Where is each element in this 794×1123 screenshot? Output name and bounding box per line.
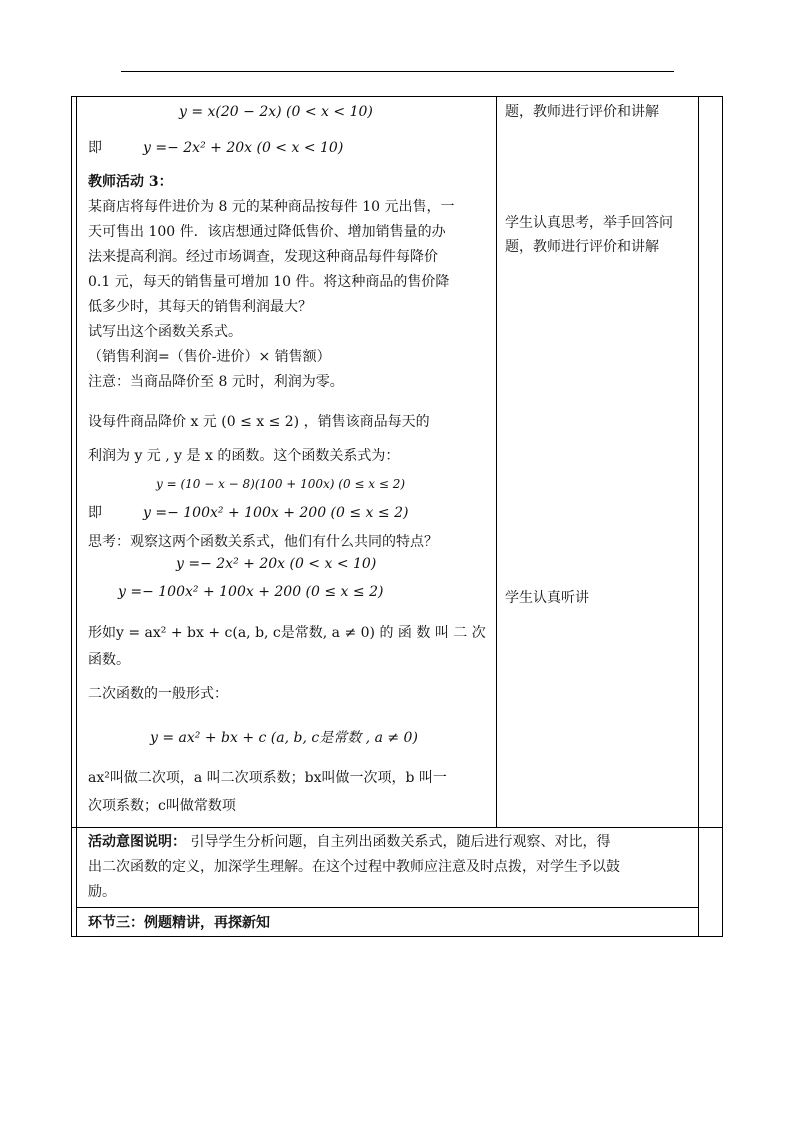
section-3-heading: 环节三：例题精讲，再探新知 bbox=[88, 915, 270, 931]
student-response-2b: 题，教师进行评价和讲解 bbox=[505, 239, 659, 255]
intent-text-3: 励。 bbox=[88, 884, 116, 900]
table-border-left bbox=[71, 96, 72, 937]
teacher-activity-cell bbox=[88, 100, 493, 820]
table-border-top bbox=[71, 96, 723, 97]
table-border-bottom bbox=[71, 936, 723, 937]
setup-line-1: 设每件商品降价 x 元 (0 ≤ x ≤ 2) ，销售该商品每天的 bbox=[88, 414, 430, 430]
activity-intent-cell bbox=[88, 832, 698, 907]
note-line: 注意：当商品降价至 8 元时，利润为零。 bbox=[88, 374, 344, 390]
terms-line-1: ax²叫做二次项，a 叫二次项系数；bx叫做一次项，b 叫一 bbox=[88, 770, 447, 786]
equation-1: y = x(20 − 2x) (0 < x < 10) bbox=[179, 104, 373, 120]
think-question: 思考：观察这两个函数关系式，他们有什么共同的特点？ bbox=[88, 534, 438, 550]
problem-line-5: 低多少时，其每天的销售利润最大？ bbox=[88, 299, 312, 315]
student-response-3: 学生认真听讲 bbox=[505, 590, 589, 606]
ji-label-1: 即 bbox=[88, 140, 102, 156]
table-inner-left bbox=[76, 96, 77, 828]
equation-2: y =− 2x² + 20x (0 < x < 10) bbox=[143, 140, 344, 156]
setup-line-2: 利润为 y 元 , y 是 x 的函数。这个函数关系式为： bbox=[88, 448, 400, 464]
intent-right-edge bbox=[698, 827, 699, 937]
student-activity-cell bbox=[505, 100, 695, 820]
section-3-cell bbox=[88, 913, 698, 933]
intent-text-2: 出二次函数的定义，加深学生理解。在这个过程中教师应注意及时点拨，对学生予以鼓 bbox=[88, 859, 620, 875]
row-separator-1 bbox=[71, 827, 723, 828]
equation-general: y = ax² + bx + c (a, b, c是常数 , a ≠ 0) bbox=[150, 730, 418, 746]
problem-line-3: 法来提高利润。经过市场调查，发现这种商品每件每降价 bbox=[88, 249, 438, 265]
ji-label-2: 即 bbox=[88, 505, 102, 521]
student-response-2a: 学生认真思考，举手回答问 bbox=[505, 215, 673, 231]
equation-5: y =− 2x² + 20x (0 < x < 10) bbox=[176, 556, 377, 572]
row-separator-2 bbox=[76, 907, 699, 908]
equation-6: y =− 100x² + 100x + 200 (0 ≤ x ≤ 2) bbox=[118, 584, 384, 600]
column-divider bbox=[496, 96, 497, 828]
activity-3-heading: 教师活动 3： bbox=[88, 174, 173, 190]
terms-line-2: 次项系数；c叫做常数项 bbox=[88, 798, 236, 814]
problem-line-4: 0.1 元，每天的销售量可增加 10 件。将这种商品的售价降 bbox=[88, 274, 450, 290]
definition-line-2: 函数。 bbox=[88, 652, 130, 668]
equation-3: y = (10 − x − 8)(100 + 100x) (0 ≤ x ≤ 2) bbox=[156, 477, 406, 491]
intent-text-1: 引导学生分析问题，自主列出函数关系式，随后进行观察、对比，得 bbox=[186, 834, 611, 850]
write-function-prompt: 试写出这个函数关系式。 bbox=[88, 324, 242, 340]
equation-4: y =− 100x² + 100x + 200 (0 ≤ x ≤ 2) bbox=[143, 505, 409, 521]
problem-line-2: 天可售出 100 件．该店想通过降低售价、增加销售量的办 bbox=[88, 224, 446, 240]
problem-line-1: 某商店将每件进价为 8 元的某种商品按每件 10 元出售，一 bbox=[88, 199, 455, 215]
table-border-right bbox=[722, 96, 723, 937]
intent-left-edge bbox=[76, 827, 77, 937]
formula-hint: （销售利润=（售价-进价）× 销售额） bbox=[88, 349, 331, 365]
general-form-title: 二次函数的一般形式： bbox=[88, 686, 228, 702]
definition-line-1: 形如y = ax² + bx + c(a, b, c是常数, a ≠ 0) 的 函 数 叫 二 次 bbox=[88, 625, 486, 641]
column-divider-right bbox=[698, 96, 699, 828]
intent-label: 活动意图说明： bbox=[88, 834, 186, 850]
header-rule bbox=[121, 71, 674, 72]
student-response-1: 题，教师进行评价和讲解 bbox=[505, 104, 659, 120]
